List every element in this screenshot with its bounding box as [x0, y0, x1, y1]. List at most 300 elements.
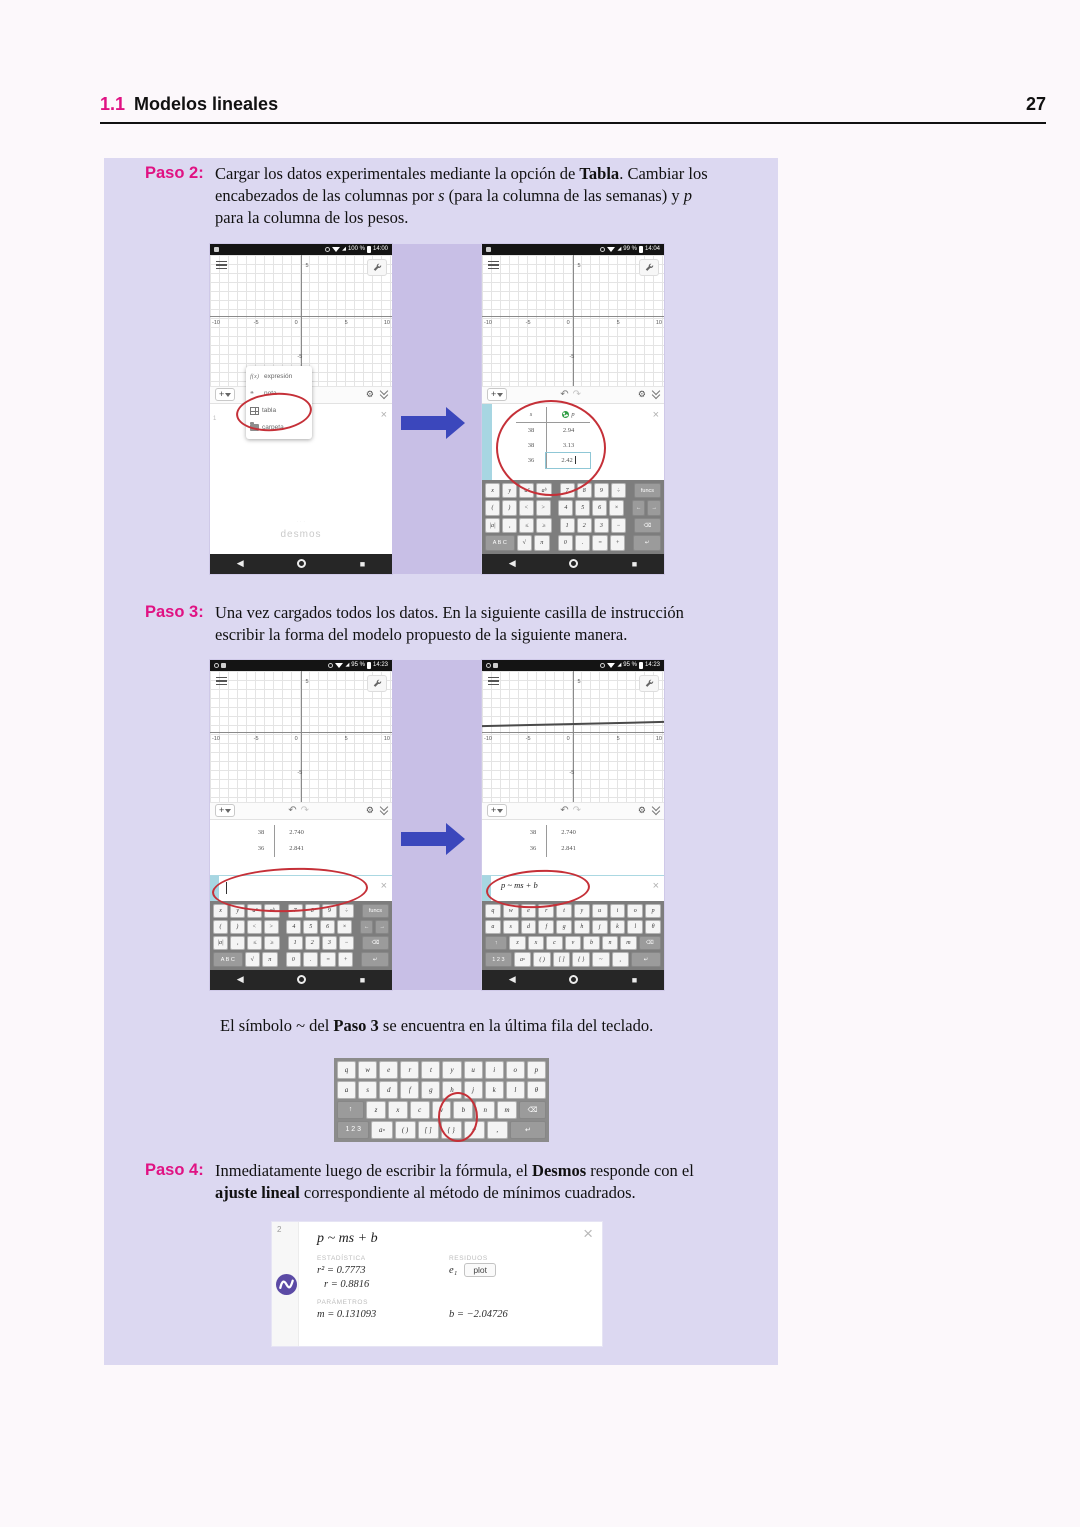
key-4[interactable]: 4	[558, 500, 573, 516]
key-a[interactable]: a	[485, 920, 501, 934]
nav-back-button[interactable]: ◀	[508, 558, 516, 569]
nav-home-button[interactable]	[569, 975, 578, 984]
key-t[interactable]: t	[421, 1061, 440, 1079]
key-d[interactable]: d	[521, 920, 537, 934]
key-j[interactable]: j	[464, 1081, 483, 1099]
key-f[interactable]: f	[538, 920, 554, 934]
key-e[interactable]: e	[379, 1061, 398, 1079]
close-icon[interactable]: ×	[583, 1223, 593, 1243]
key-spacer	[280, 952, 284, 966]
add-expression-button[interactable]: +	[215, 804, 235, 817]
caret-down-icon	[225, 393, 231, 397]
key->[interactable]: >	[264, 920, 279, 934]
key-d[interactable]: d	[379, 1081, 398, 1099]
step-4-text: Inmediatamente luego de escribir la fórmula, el Desmos responde con el ajuste lineal correspondiente al método de mínimos cuadrados.	[215, 1160, 694, 1202]
step-2-text: Cargar los datos experimentales mediante la opción de Tabla. Cambiar los encabezados de las columnas por s (para la columna de las semanas) y p para la columna de los pesos.	[215, 164, 708, 227]
key-m[interactable]: m	[497, 1101, 517, 1119]
key-v[interactable]: v	[565, 936, 581, 950]
key-÷[interactable]: ÷	[611, 483, 626, 499]
key-2[interactable]: 2	[577, 518, 592, 534]
undo-icon[interactable]: ↶	[560, 389, 573, 401]
key-+[interactable]: +	[338, 952, 353, 966]
annotation-circle-table	[496, 400, 606, 496]
key-y[interactable]: y	[502, 483, 517, 499]
undo-icon[interactable]: ↶	[560, 805, 573, 817]
desmos-watermark: · · · desmos	[280, 518, 322, 540]
battery-percent: 100 %	[347, 246, 365, 253]
step-2	[104, 158, 778, 229]
key-≤[interactable]: ≤	[247, 936, 262, 950]
m-value: m = 0.131093	[317, 1308, 377, 1320]
wifi-icon	[607, 663, 615, 668]
step-3-label: Paso 3:	[145, 602, 204, 621]
key-p[interactable]: p	[527, 1061, 546, 1079]
key-2[interactable]: 2	[305, 936, 320, 950]
key-e[interactable]: e	[521, 904, 537, 918]
key-9[interactable]: 9	[594, 483, 609, 499]
key-{ }[interactable]: { }	[572, 952, 590, 966]
close-icon[interactable]: ×	[380, 408, 387, 421]
battery-percent: 95 %	[623, 662, 637, 669]
graph-settings-button[interactable]	[639, 675, 659, 692]
cell-s[interactable]: 38	[527, 441, 535, 449]
key-6[interactable]: 6	[592, 500, 607, 516]
key-≤[interactable]: ≤	[519, 518, 534, 534]
graph-settings-button[interactable]	[367, 675, 387, 692]
cell-p[interactable]: 2.42	[546, 453, 590, 468]
cell-s[interactable]: 36	[529, 845, 537, 853]
x-tick: 5	[616, 320, 620, 327]
close-icon[interactable]: ×	[380, 879, 387, 892]
key-π[interactable]: π	[262, 952, 277, 966]
key-θ[interactable]: θ	[527, 1081, 546, 1099]
nav-recents-button[interactable]: ■	[359, 974, 366, 985]
menu-item-folder[interactable]: carpeta	[250, 421, 308, 435]
key-.[interactable]: .	[575, 535, 590, 551]
key-1[interactable]: 1	[288, 936, 303, 950]
android-navbar	[482, 970, 664, 990]
key-shift[interactable]: ↑	[485, 936, 507, 950]
cell-p[interactable]: 2.740	[274, 825, 318, 841]
key-numeric[interactable]: 1 2 3	[337, 1121, 369, 1139]
key-a²[interactable]: a²	[519, 483, 534, 499]
key-g[interactable]: g	[421, 1081, 440, 1099]
key-y[interactable]: y	[230, 904, 245, 918]
x-tick: 0	[294, 736, 298, 743]
hamburger-menu-icon[interactable]	[216, 261, 227, 272]
key-b[interactable]: b	[583, 936, 599, 950]
keyboard-figure	[334, 1058, 549, 1142]
expression-list	[210, 820, 392, 970]
key-×[interactable]: ×	[337, 920, 352, 934]
key-aᵇ[interactable]: aᵇ	[264, 904, 279, 918]
settings-gear-icon[interactable]: ⚙	[637, 805, 646, 816]
close-icon[interactable]: ×	[652, 879, 659, 892]
key-x[interactable]: x	[388, 1101, 408, 1119]
key-<[interactable]: <	[247, 920, 262, 934]
key-x[interactable]: x	[485, 483, 500, 499]
key-|a|[interactable]: |a|	[213, 936, 228, 950]
key-π[interactable]: π	[534, 535, 549, 551]
notification-icon-2	[221, 663, 226, 668]
expression-input-row[interactable]	[482, 875, 664, 901]
y-tick: 5	[577, 262, 581, 269]
nav-home-button[interactable]	[297, 559, 306, 568]
key-7[interactable]: 7	[560, 483, 575, 499]
settings-gear-icon[interactable]: ⚙	[637, 389, 646, 400]
add-expression-button[interactable]: +	[487, 804, 507, 817]
key-←[interactable]: ←	[360, 920, 374, 934]
table-row	[520, 825, 664, 841]
key-aᵇ[interactable]: aᵇ	[536, 483, 551, 499]
redo-icon[interactable]: ↷	[572, 805, 585, 817]
wifi-icon	[607, 247, 615, 252]
key-([interactable]: (	[213, 920, 228, 934]
y-tick: -5	[569, 354, 575, 361]
key-,[interactable]: ,	[502, 518, 517, 534]
key-enter[interactable]: ↵	[510, 1121, 546, 1139]
key-×[interactable]: ×	[609, 500, 624, 516]
note-icon: ❝	[250, 390, 254, 398]
key-c[interactable]: c	[546, 936, 562, 950]
data-usage-icon	[328, 663, 333, 668]
notification-icon	[486, 247, 491, 252]
y-tick: 5	[577, 678, 581, 685]
key-[ ][interactable]: [ ]	[553, 952, 571, 966]
key-backspace[interactable]: ⌫	[639, 936, 661, 950]
key-x[interactable]: x	[528, 936, 544, 950]
column-header-p[interactable]: p	[546, 407, 590, 422]
key-a²[interactable]: a²	[247, 904, 262, 918]
wrench-icon	[373, 679, 382, 688]
key-~[interactable]: ~	[464, 1121, 485, 1139]
key-h[interactable]: h	[574, 920, 590, 934]
redo-icon[interactable]: ↷	[572, 389, 585, 401]
key-8[interactable]: 8	[577, 483, 592, 499]
expression-list	[482, 820, 664, 970]
graph-settings-button[interactable]	[367, 259, 387, 276]
key-t[interactable]: t	[556, 904, 572, 918]
key-)[interactable]: )	[502, 500, 517, 516]
key-−[interactable]: −	[611, 518, 626, 534]
key-{ }[interactable]: { }	[441, 1121, 462, 1139]
key-o[interactable]: o	[506, 1061, 525, 1079]
graph-area[interactable]	[210, 671, 392, 802]
key-i[interactable]: i	[485, 1061, 504, 1079]
tilde-note: El símbolo ~ del Paso 3 se encuentra en la última fila del teclado.	[220, 1015, 654, 1035]
key-enter[interactable]: ↵	[361, 952, 389, 966]
notification-icon	[214, 247, 219, 252]
key-f[interactable]: f	[400, 1081, 419, 1099]
key-abc[interactable]: A B C	[485, 535, 515, 551]
key-abc[interactable]: A B C	[213, 952, 243, 966]
phone-screenshot-add-menu	[210, 244, 392, 574]
caret-down-icon	[497, 393, 503, 397]
key-backspace[interactable]: ⌫	[362, 936, 389, 950]
key-−[interactable]: −	[339, 936, 354, 950]
key-r[interactable]: r	[538, 904, 554, 918]
cell-s[interactable]: 36	[257, 845, 265, 853]
key-spacer	[282, 936, 286, 950]
expression-toolbar	[482, 802, 664, 820]
abc-keyboard	[482, 901, 664, 970]
redo-icon[interactable]: ↷	[300, 805, 313, 817]
key-z[interactable]: z	[509, 936, 525, 950]
key-subscript[interactable]: a▫	[514, 952, 532, 966]
fx-icon: f(x)	[250, 373, 260, 381]
key-9[interactable]: 9	[322, 904, 337, 918]
graph-area[interactable]	[482, 671, 664, 802]
x-tick: 5	[616, 736, 620, 743]
signal-icon: ◢	[345, 661, 350, 668]
cell-p[interactable]: 2.94	[546, 423, 590, 438]
step-4	[104, 1160, 778, 1204]
key-)[interactable]: )	[230, 920, 245, 934]
key-[ ][interactable]: [ ]	[418, 1121, 439, 1139]
nav-home-button[interactable]	[569, 559, 578, 568]
cell-p[interactable]: 2.740	[546, 825, 590, 841]
collapse-chevron-icon[interactable]	[381, 391, 387, 398]
clock: 14:04	[644, 246, 660, 253]
battery-icon	[639, 246, 643, 253]
result-body	[299, 1222, 602, 1346]
clock: 14:23	[372, 662, 388, 669]
key-j[interactable]: j	[592, 920, 608, 934]
key-enter[interactable]: ↵	[633, 535, 661, 551]
x-tick: 10	[655, 736, 662, 743]
regression-result-card	[272, 1222, 602, 1346]
key-4[interactable]: 4	[286, 920, 301, 934]
key-h[interactable]: h	[442, 1081, 461, 1099]
hamburger-menu-icon[interactable]	[216, 677, 227, 688]
key-spacer	[627, 535, 631, 551]
key-1[interactable]: 1	[560, 518, 575, 534]
phone-screenshot-formula	[482, 660, 664, 990]
key-q[interactable]: q	[485, 904, 501, 918]
key-n[interactable]: n	[602, 936, 618, 950]
caret-down-icon	[225, 809, 231, 813]
undo-icon[interactable]: ↶	[288, 805, 301, 817]
key-([interactable]: (	[485, 500, 500, 516]
key-z[interactable]: z	[366, 1101, 386, 1119]
battery-percent: 99 %	[623, 246, 637, 253]
key-backspace[interactable]: ⌫	[634, 518, 661, 534]
nav-back-button[interactable]: ◀	[236, 558, 244, 569]
phone-screenshot-table	[482, 244, 664, 574]
nav-recents-button[interactable]: ■	[631, 974, 638, 985]
cell-s[interactable]: 38	[527, 426, 535, 434]
key-funcs[interactable]: funcs	[634, 483, 661, 499]
add-expression-button[interactable]: +	[487, 388, 507, 401]
key-r[interactable]: r	[400, 1061, 419, 1079]
battery-icon	[639, 662, 643, 669]
key-w[interactable]: w	[358, 1061, 377, 1079]
desmos-regression-icon[interactable]	[276, 1274, 297, 1295]
key-→[interactable]: →	[647, 500, 661, 516]
key-n[interactable]: n	[475, 1101, 495, 1119]
key-p[interactable]: p	[645, 904, 661, 918]
key-←[interactable]: ←	[632, 500, 646, 516]
graph-settings-button[interactable]	[639, 259, 659, 276]
key-i[interactable]: i	[610, 904, 626, 918]
key-spacer	[554, 518, 558, 534]
key-( )[interactable]: ( )	[395, 1121, 416, 1139]
plot-button[interactable]: plot	[464, 1263, 496, 1277]
key-c[interactable]: c	[410, 1101, 430, 1119]
key-y[interactable]: y	[442, 1061, 461, 1079]
key-spacer	[553, 500, 557, 516]
key-subscript[interactable]: a▫	[371, 1121, 392, 1139]
menu-item-expression[interactable]: f(x) expresión	[250, 373, 293, 381]
collapse-chevron-icon[interactable]	[653, 391, 659, 398]
collapse-chevron-icon[interactable]	[653, 807, 659, 814]
key-+[interactable]: +	[610, 535, 625, 551]
key-v[interactable]: v	[432, 1101, 452, 1119]
key-5[interactable]: 5	[575, 500, 590, 516]
table-expression	[482, 404, 664, 480]
key-,[interactable]: ,	[230, 936, 245, 950]
key-0[interactable]: 0	[286, 952, 301, 966]
key-3[interactable]: 3	[322, 936, 337, 950]
table-row	[248, 841, 392, 857]
close-icon[interactable]: ×	[652, 408, 659, 421]
battery-icon	[367, 246, 371, 253]
wrench-icon	[645, 263, 654, 272]
key-=[interactable]: =	[320, 952, 335, 966]
key-spacer	[281, 920, 285, 934]
key-÷[interactable]: ÷	[339, 904, 354, 918]
hamburger-menu-icon[interactable]	[488, 677, 499, 688]
x-tick: 0	[294, 320, 298, 327]
key-y[interactable]: y	[574, 904, 590, 918]
key-,[interactable]: ,	[487, 1121, 508, 1139]
expression-text: p ~ ms + b	[501, 879, 538, 890]
key-≥[interactable]: ≥	[536, 518, 551, 534]
x-tick: -10	[212, 320, 220, 327]
menu-item-table[interactable]: tabla	[250, 404, 308, 418]
key-k[interactable]: k	[610, 920, 626, 934]
cell-p[interactable]: 2.841	[546, 841, 590, 857]
key-s[interactable]: s	[503, 920, 519, 934]
status-bar	[210, 244, 392, 255]
arrow-right-icon	[401, 416, 446, 430]
hamburger-menu-icon[interactable]	[488, 261, 499, 272]
android-navbar	[482, 554, 664, 574]
key-numeric[interactable]: 1 2 3	[485, 952, 512, 966]
add-expression-button[interactable]: +	[215, 388, 235, 401]
cell-s[interactable]: 36	[527, 456, 535, 464]
key-|a|[interactable]: |a|	[485, 518, 500, 534]
status-bar	[210, 660, 392, 671]
key-spacer	[356, 904, 360, 918]
key-≥[interactable]: ≥	[264, 936, 279, 950]
x-tick: 10	[383, 320, 390, 327]
key-b[interactable]: b	[453, 1101, 473, 1119]
graph-area[interactable]	[482, 255, 664, 386]
y-tick: -5	[297, 354, 303, 361]
key-7[interactable]: 7	[288, 904, 303, 918]
key-q[interactable]: q	[337, 1061, 356, 1079]
key->[interactable]: >	[536, 500, 551, 516]
annotation-circle-tilde	[438, 1092, 478, 1142]
cell-p[interactable]: 2.841	[274, 841, 318, 857]
cell-s[interactable]: 38	[257, 829, 265, 837]
key-,[interactable]: ,	[612, 952, 630, 966]
key-w[interactable]: w	[503, 904, 519, 918]
key-( )[interactable]: ( )	[533, 952, 551, 966]
key-6[interactable]: 6	[320, 920, 335, 934]
key-o[interactable]: o	[627, 904, 643, 918]
notification-icon-1	[486, 663, 491, 668]
key-8[interactable]: 8	[305, 904, 320, 918]
key-shift[interactable]: ↑	[337, 1101, 364, 1119]
y-tick: 5	[305, 262, 309, 269]
cell-p[interactable]: 3.13	[546, 438, 590, 453]
key-funcs[interactable]: funcs	[362, 904, 389, 918]
nav-recents-button[interactable]: ■	[359, 558, 366, 569]
key-m[interactable]: m	[620, 936, 636, 950]
nav-home-button[interactable]	[297, 975, 306, 984]
nav-back-button[interactable]: ◀	[508, 974, 516, 985]
key-0[interactable]: 0	[558, 535, 573, 551]
key-enter[interactable]: ↵	[631, 952, 661, 966]
key-5[interactable]: 5	[303, 920, 318, 934]
nav-back-button[interactable]: ◀	[236, 974, 244, 985]
y-tick: -5	[297, 770, 303, 777]
section-number: 1.1	[100, 94, 126, 114]
cell-s[interactable]: 38	[529, 829, 537, 837]
expression-input-row[interactable]	[210, 875, 392, 901]
key-s[interactable]: s	[358, 1081, 377, 1099]
data-usage-icon	[600, 663, 605, 668]
battery-percent: 95 %	[351, 662, 365, 669]
key-u[interactable]: u	[592, 904, 608, 918]
nav-recents-button[interactable]: ■	[631, 558, 638, 569]
key-=[interactable]: =	[592, 535, 607, 551]
key-spacer	[356, 936, 360, 950]
key-backspace[interactable]: ⌫	[519, 1101, 546, 1119]
key-x[interactable]: x	[213, 904, 228, 918]
android-navbar	[210, 970, 392, 990]
step-4-label: Paso 4:	[145, 1160, 204, 1179]
key-<[interactable]: <	[519, 500, 534, 516]
section-header	[100, 94, 1046, 124]
collapse-chevron-icon[interactable]	[381, 807, 387, 814]
menu-item-note[interactable]: ❝ nota	[250, 390, 277, 398]
column-header-s[interactable]: s	[529, 410, 533, 418]
key-spacer	[628, 518, 632, 534]
key-3[interactable]: 3	[594, 518, 609, 534]
key-g[interactable]: g	[556, 920, 572, 934]
key-√[interactable]: √	[245, 952, 260, 966]
key-k[interactable]: k	[485, 1081, 504, 1099]
key-l[interactable]: l	[627, 920, 643, 934]
key-l[interactable]: l	[506, 1081, 525, 1099]
key-u[interactable]: u	[464, 1061, 483, 1079]
r-value: r = 0.8816	[324, 1278, 370, 1290]
steps-panel	[104, 158, 778, 1365]
key-.[interactable]: .	[303, 952, 318, 966]
settings-gear-icon[interactable]: ⚙	[365, 805, 374, 816]
key-a[interactable]: a	[337, 1081, 356, 1099]
x-tick: -10	[484, 736, 492, 743]
settings-gear-icon[interactable]: ⚙	[365, 389, 374, 400]
key-√[interactable]: √	[517, 535, 532, 551]
arrow-right-icon	[401, 832, 446, 846]
key-→[interactable]: →	[375, 920, 389, 934]
key-~[interactable]: ~	[592, 952, 610, 966]
key-θ[interactable]: θ	[645, 920, 661, 934]
